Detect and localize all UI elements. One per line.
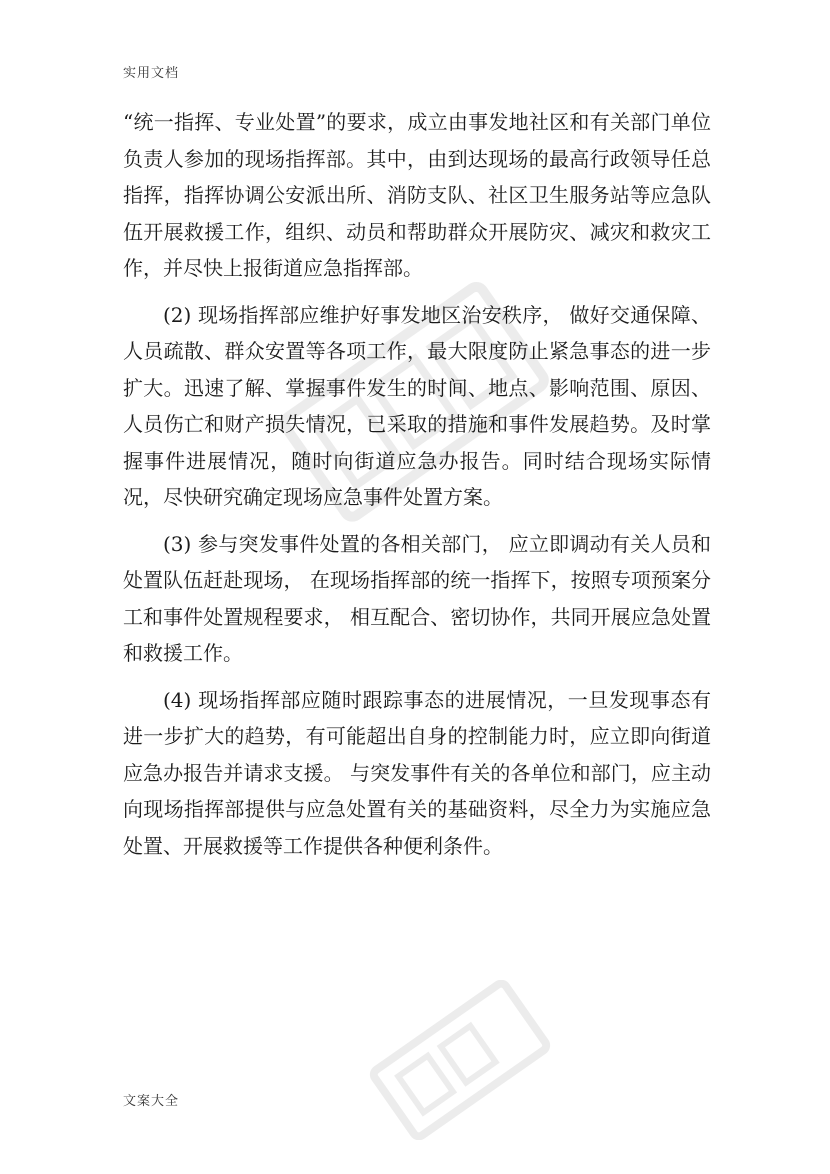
paragraph-2: (2) 现场指挥部应维护好事发地区治安秩序， 做好交通保障、人员疏散、群众安置等各项工作，最大限度防止紧急事态的进一步扩大。迅速了解、掌握事件发生的时间、地点、影响范围、原因、人员伤亡和财产损失情况，已采取的措施和事件发展趋势。及时掌握事件进展情况，随时向街道应急办报告。同时结合现场实际情况，尽快研究确定现场应急事件处置方案。 [123, 302, 711, 509]
paragraph-4: (4) 现场指挥部应随时跟踪事态的进展情况，一旦发现事态有进一步扩大的趋势，有可能超出自身的控制能力时，应立即向街道应急办报告并请求支援。 与突发事件有关的各单位和部门，应主动向现场指挥部提供与应急处置有关的基础资料，尽全力为实施应急处置、开展救援等工作提供各种便利条件。 [123, 687, 711, 858]
page-header: 实用文档 [123, 66, 180, 81]
document-body [123, 104, 711, 874]
page-footer: 文案大全 [123, 1094, 180, 1109]
paragraph-1: “统一指挥、专业处置”的要求，成立由事发地社区和有关部门单位负责人参加的现场指挥部。其中，由到达现场的最高行政领导任总指挥，指挥协调公安派出所、消防支队、社区卫生服务站等应急队伍开展救援工作，组织、动员和帮助群众开展防灾、减灾和救灾工作，并尽快上报街道应急指挥部。 [123, 110, 711, 280]
watermark-graphic-bottom [360, 980, 560, 1140]
paragraph-3: (3) 参与突发事件处置的各相关部门， 应立即调动有关人员和处置队伍赶赴现场， 在现场指挥部的统一指挥下，按照专项预案分工和事件处置规程要求， 相互配合、密切协作，共同开展应急处置和救援工作。 [123, 531, 711, 665]
